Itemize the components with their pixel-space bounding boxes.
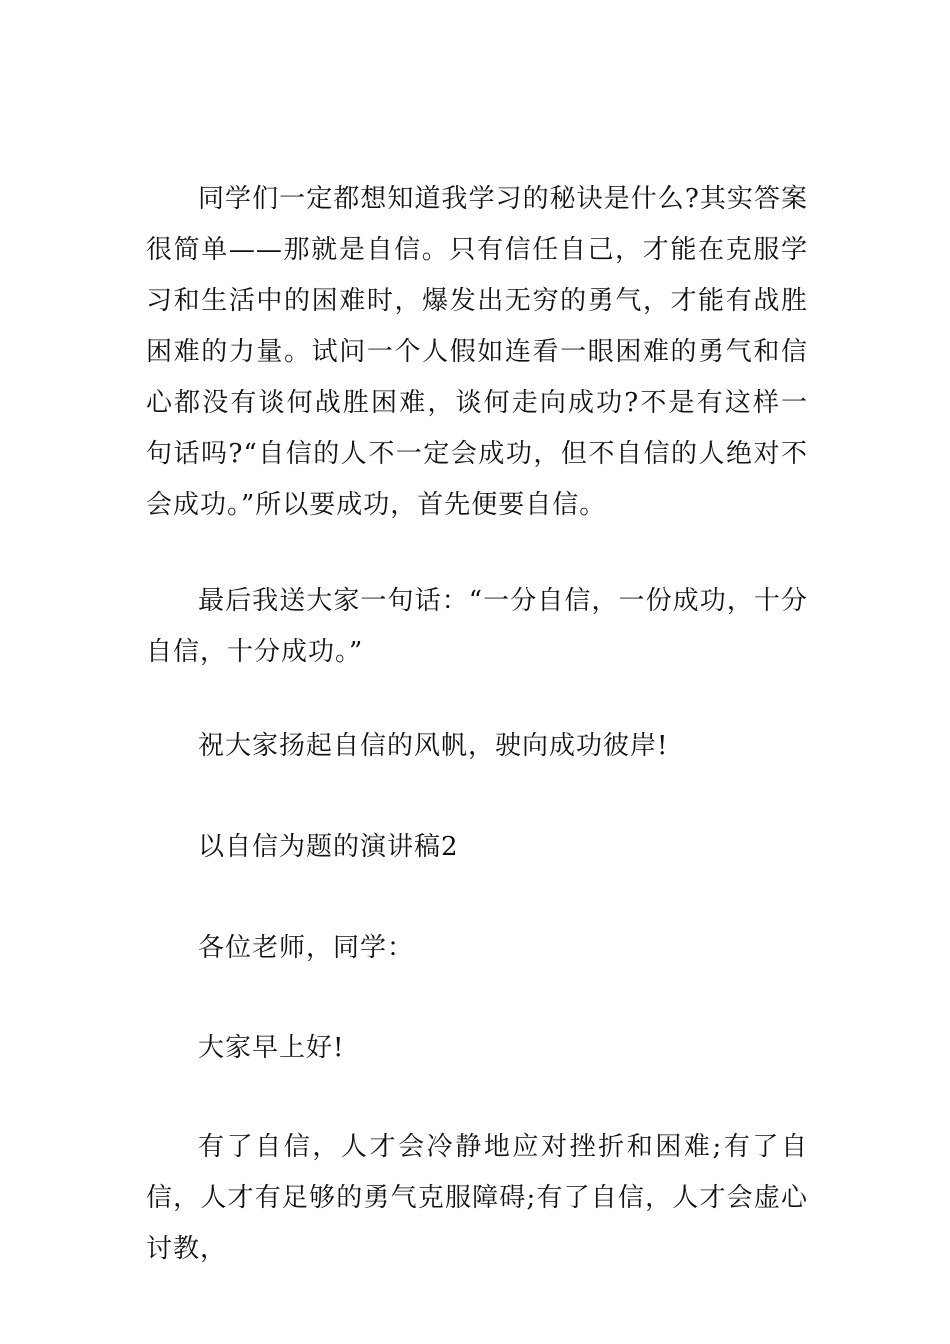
- salutation: 各位老师，同学：: [198, 933, 415, 963]
- paragraph-secret-of-learning: 同学们一定都想知道我学习的秘诀是什么?其实答案很简单——那就是自信。只有信任自己，才能在克服学习和生活中的困难时，爆发出无穷的勇气，才能有战胜困难的力量。试问一个人假如连看一眼困难的勇气和信心都没有谈何战胜困难，谈何走向成功?不是有这样一句话吗?“自信的人不一定会成功，但不自信的人绝对不会成功。”所以要成功，首先便要自信。: [146, 184, 808, 520]
- paragraph-closing-quote: 最后我送大家一句话：“一分自信，一份成功，十分自信，十分成功。”: [146, 586, 808, 667]
- paragraph-blessing: 祝大家扬起自信的风帆，驶向成功彼岸!: [198, 731, 669, 761]
- paragraph-with-confidence: 有了自信，人才会冷静地应对挫折和困难;有了自信，人才有足够的勇气克服障碍;有了自信，人才会虚心讨教，: [146, 1132, 808, 1264]
- greeting: 大家早上好!: [198, 1033, 345, 1063]
- section-heading: 以自信为题的演讲稿2: [198, 832, 459, 862]
